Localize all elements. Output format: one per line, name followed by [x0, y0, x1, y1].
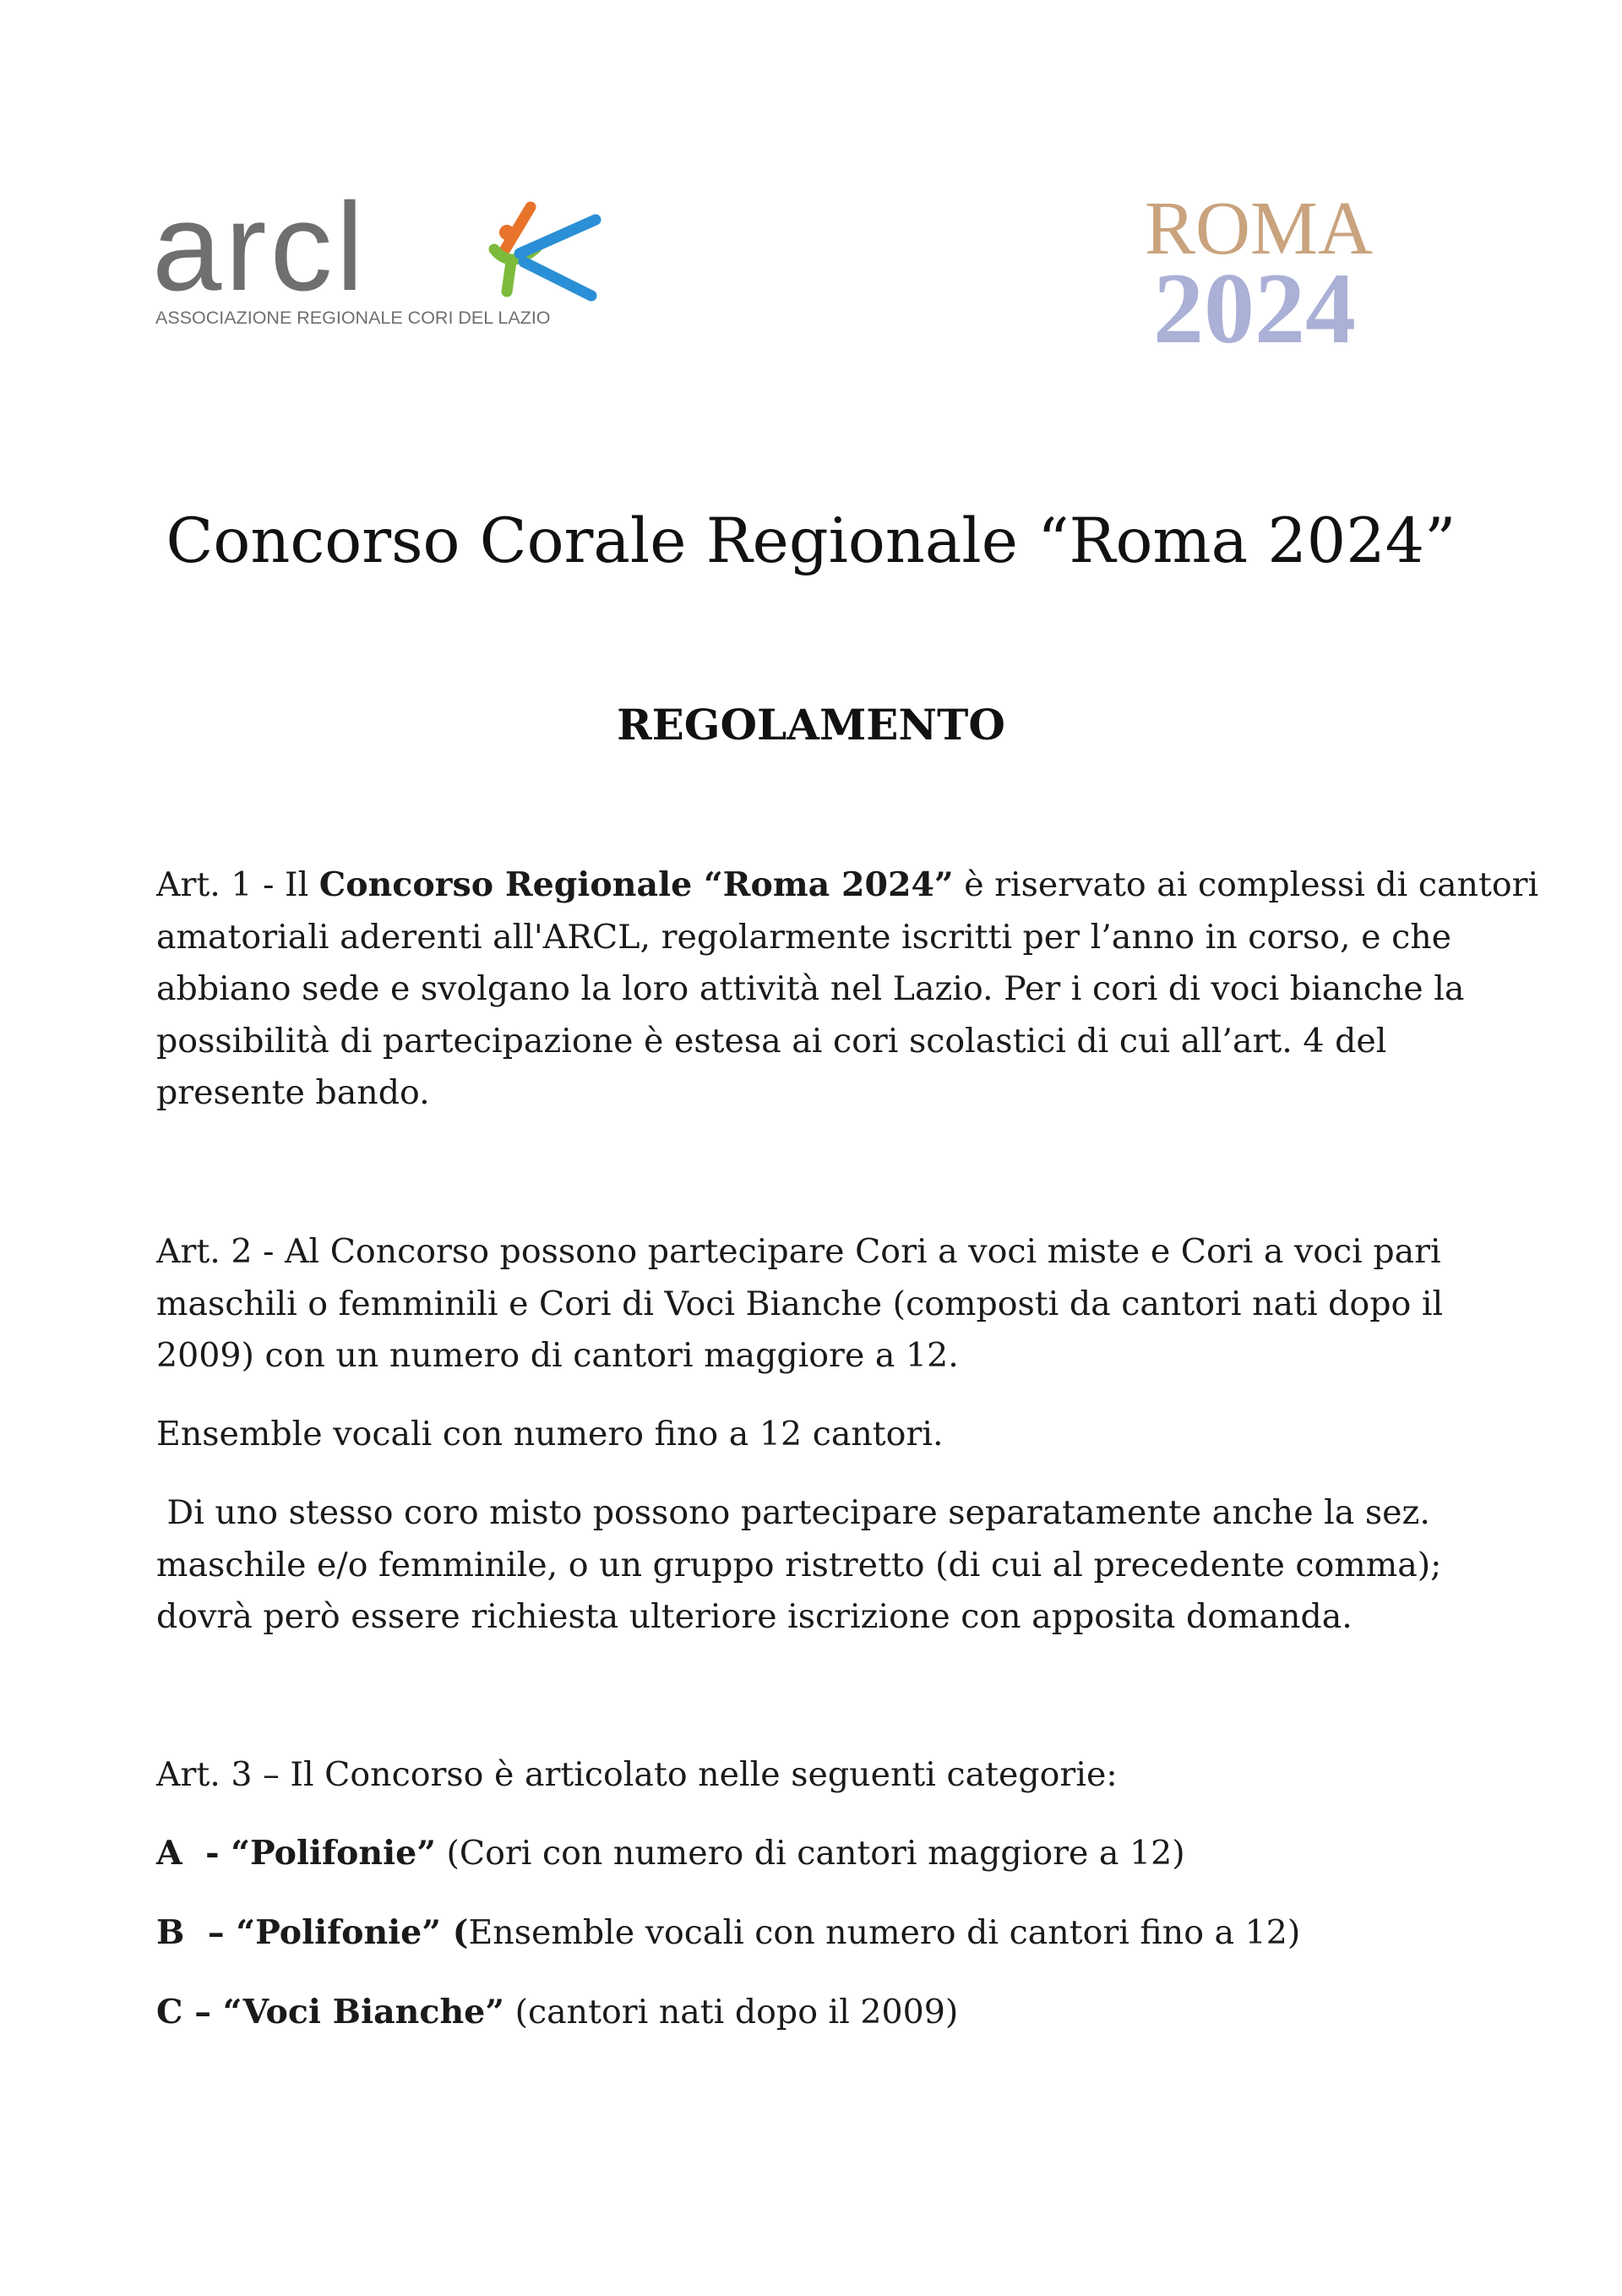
same-choir-line-2: maschile e/o femminile, o un gruppo ristretto (di cui al precedente comma);	[156, 1545, 1442, 1584]
page-title: Concorso Corale Regionale “Roma 2024”	[166, 505, 1456, 577]
article-1-line-4: possibilità di partecipazione è estesa ai cori scolastici di cui all’art. 4 del	[156, 1021, 1387, 1061]
arcl-figure-icon	[494, 207, 596, 296]
article-2-line-3: 2009) con un numero di cantori maggiore a 12.	[156, 1336, 959, 1375]
article-2-line-2: maschili o femminili e Cori di Voci Bianche (composti da cantori nati dopo il	[156, 1284, 1444, 1323]
roma-logo-year: 2024	[1153, 252, 1356, 364]
article-1	[156, 859, 1539, 1120]
article-1-line-3: abbiano sede e svolgano la loro attività nel Lazio. Per i cori di voci bianche la	[156, 969, 1465, 1008]
same-choir-line-1: Di uno stesso coro misto possono partecipare separatamente anche la sez.	[156, 1493, 1430, 1532]
arcl-wordmark: arcl	[152, 190, 367, 317]
category-b: B – “Polifonie” (Ensemble vocali con numero di cantori fino a 12)	[156, 1913, 1301, 1952]
arcl-logo	[152, 190, 608, 334]
article-1-line-2: amatoriali aderenti all'ARCL, regolarmente iscritti per l’anno in corso, e che	[156, 917, 1452, 957]
category-a: A - “Polifonie” (Cori con numero di cantori maggiore a 12)	[156, 1834, 1185, 1873]
roma-2024-logo	[1107, 190, 1411, 372]
category-c: C – “Voci Bianche” (cantori nati dopo il 2009)	[156, 1993, 959, 2031]
article-1-line-1: Art. 1 - Il Concorso Regionale “Roma 2024” è riservato ai complessi di cantori	[156, 865, 1539, 904]
article-2-line-1: Art. 2 - Al Concorso possono partecipare Cori a voci miste e Cori a voci pari	[156, 1232, 1441, 1271]
same-choir-line-3: dovrà però essere richiesta ulteriore iscrizione con apposita domanda.	[156, 1597, 1353, 1636]
roma-logo-top: ROMA	[1144, 190, 1374, 270]
article-2	[156, 1226, 1474, 1383]
same-choir-paragraph	[156, 1487, 1474, 1644]
arcl-tagline: ASSOCIAZIONE REGIONALE CORI DEL LAZIO	[155, 308, 551, 328]
article-3: Art. 3 – Il Concorso è articolato nelle seguenti categorie:	[156, 1755, 1118, 1794]
article-1-line-5: presente bando.	[156, 1073, 430, 1112]
ensemble-paragraph: Ensemble vocali con numero fino a 12 cantori.	[156, 1415, 944, 1453]
section-heading: REGOLAMENTO	[617, 700, 1005, 750]
